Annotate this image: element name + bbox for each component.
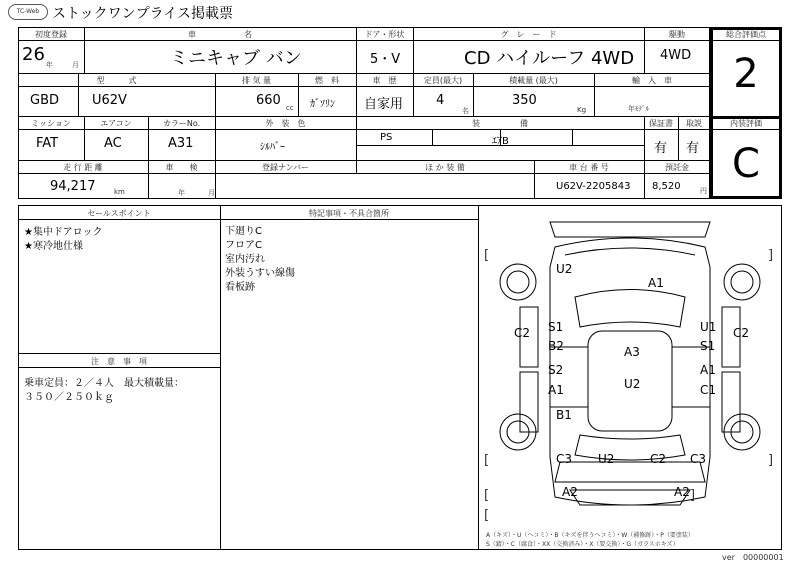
yen-unit: 円 <box>700 187 707 195</box>
drive-label: 駆動 <box>669 30 685 39</box>
interior-label: 内装評価 <box>730 119 762 128</box>
km-unit: km <box>114 188 125 196</box>
bracket-icon: [ <box>484 488 490 503</box>
chassis-value: U62V-2205843 <box>556 181 631 192</box>
grade-label: グ レ ー ド <box>500 30 557 39</box>
kg-unit: Kg <box>577 106 587 114</box>
caution-line: 乗車定員：２／４人 最大積載量： <box>24 378 184 389</box>
plate-label: 登録ナンバー <box>261 163 310 172</box>
mission-value: FAT <box>36 136 59 151</box>
exterior-value: ｼﾙﾊﾞｰ <box>260 142 285 153</box>
import-label: 輸 入 車 <box>632 76 672 85</box>
bracket-icon: [ <box>484 248 490 263</box>
displacement-value: 660 <box>256 93 281 108</box>
fuel-value: ｶﾞｿﾘﾝ <box>310 99 335 110</box>
equipment-ps: PS <box>380 132 393 143</box>
drive-value: 4WD <box>660 48 692 63</box>
damage-mark-c2-bottom: C2 <box>650 452 667 466</box>
person-unit: 名 <box>462 107 469 115</box>
damage-legend: A（キズ）・U（ヘコミ）・B（キズを伴うヘコミ）・W（補修跡）・P（要塗装） <box>486 532 694 539</box>
deposit-value: 8,520 <box>652 181 681 192</box>
capacity-label: 定員(最大) <box>423 76 463 85</box>
month-unit-2: 月 <box>208 189 215 197</box>
first-reg-year: 26 <box>22 44 45 65</box>
warranty-label: 保証書 <box>649 119 673 128</box>
damage-mark-u2-top: U2 <box>556 262 573 276</box>
page-title: ストックワンプライス掲載票 <box>52 6 234 22</box>
car-name-value: ミニキャブ バン <box>170 48 302 69</box>
damage-mark-a2-left: A2 <box>562 485 578 499</box>
cautions-heading: 注 意 事 項 <box>91 357 147 366</box>
special-note-item: 下廻りC <box>225 226 262 237</box>
damage-mark-u2-center: U2 <box>624 377 641 391</box>
bracket-icon: ] <box>768 453 774 468</box>
mileage-value: 94,217 <box>50 179 96 194</box>
damage-mark-c3-left: C3 <box>556 452 573 466</box>
fuel-label: 燃 料 <box>315 76 339 85</box>
special-note-item: フロアC <box>225 240 262 251</box>
chassis-label: 車 台 番 号 <box>569 163 609 172</box>
displacement-label: 排 気 量 <box>241 76 272 85</box>
car-name-label: 車 名 <box>188 30 252 39</box>
aircon-label: エアコン <box>100 119 132 128</box>
bracket-icon: [ <box>484 453 490 468</box>
model-label: 型 式 <box>96 76 137 85</box>
damage-mark-u2-bottom: U2 <box>598 452 615 466</box>
caution-line: ３５０／２５０ｋｇ <box>24 392 114 403</box>
door-label: ドア・形状 <box>364 30 405 39</box>
model-prefix: GBD <box>30 93 60 108</box>
history-label: 車 歴 <box>372 76 397 85</box>
sales-points-heading: セールスポイント <box>87 209 151 218</box>
damage-legend: S（錆）・C（腐食）・XX（交換済み）・X（要交換）・G（ガラスホキズ） <box>486 541 679 548</box>
damage-mark-s1-left: S1 <box>548 320 564 334</box>
cc-unit: cc <box>286 104 294 112</box>
damage-mark-b1-left: B1 <box>556 408 572 422</box>
interior-value: C <box>732 141 760 187</box>
logo-icon: TC-Web <box>8 4 48 20</box>
other-equipment-label: ほ か 装 備 <box>425 163 465 172</box>
damage-mark-c3-right: C3 <box>690 452 707 466</box>
year-unit: 年 <box>46 61 53 69</box>
color-no-value: A31 <box>168 136 194 151</box>
load-label: 積載量 (最大) <box>509 76 558 85</box>
equipment-label: 装 備 <box>472 119 528 128</box>
version-label: ver 00000001 <box>722 553 784 562</box>
aircon-value: AC <box>104 136 122 151</box>
mission-label: ミッション <box>31 119 71 128</box>
damage-mark-s1-right: S1 <box>700 339 716 353</box>
special-note-item: 室内汚れ <box>225 254 265 265</box>
damage-mark-u1-right: U1 <box>700 320 717 334</box>
bracket-icon: ] <box>690 488 696 503</box>
damage-mark-c2-right: C2 <box>733 326 750 340</box>
equipment-airbag: ｴｱB <box>492 136 509 147</box>
mileage-label: 走 行 距 離 <box>63 163 103 172</box>
damage-mark-a1-left: A1 <box>548 383 564 397</box>
inspection-label: 車 検 <box>165 163 198 172</box>
sales-point-item: ★集中ドアロック <box>24 227 103 238</box>
load-value: 350 <box>512 93 537 108</box>
special-note-item: 外装うすい線傷 <box>225 268 295 279</box>
special-note-item: 看板跡 <box>225 282 255 293</box>
overall-score-label: 総合評価点 <box>726 30 766 39</box>
damage-mark-a1-right: A1 <box>700 363 716 377</box>
deposit-label: 預託金 <box>665 163 689 172</box>
damage-mark-a3-center: A3 <box>624 345 640 359</box>
manual-label: 取説 <box>686 119 702 128</box>
overall-score-value: 2 <box>733 51 759 97</box>
door-value: 5・V <box>370 52 401 67</box>
year-unit-2: 年 <box>178 189 185 197</box>
warranty-value: 有 <box>654 141 668 156</box>
month-unit: 月 <box>72 61 79 69</box>
model-code: U62V <box>92 93 127 108</box>
history-value: 自家用 <box>364 97 404 112</box>
capacity-value: 4 <box>436 93 445 108</box>
color-no-label: カラーNo. <box>162 119 201 128</box>
first-reg-label: 初度登録 <box>35 30 67 39</box>
damage-mark-c1-right: C1 <box>700 383 717 397</box>
manual-value: 有 <box>686 141 700 156</box>
bracket-icon: [ <box>484 508 490 523</box>
damage-mark-s2-left: S2 <box>548 363 564 377</box>
exterior-label: 外 装 色 <box>265 119 306 128</box>
damage-mark-c2-left: C2 <box>514 326 531 340</box>
damage-mark-a1-roof: A1 <box>648 276 664 290</box>
special-notes-heading: 特記事項・不具合箇所 <box>309 209 389 218</box>
model-year-label: 年ﾓﾃﾞﾙ <box>628 105 649 113</box>
damage-mark-a2-right: A2 <box>674 485 690 499</box>
bracket-icon: ] <box>768 248 774 263</box>
sales-point-item: ★寒冷地仕様 <box>24 241 83 252</box>
damage-mark-b2-left: B2 <box>548 339 564 353</box>
grade-value: CD ハイルーフ 4WD <box>464 48 635 69</box>
